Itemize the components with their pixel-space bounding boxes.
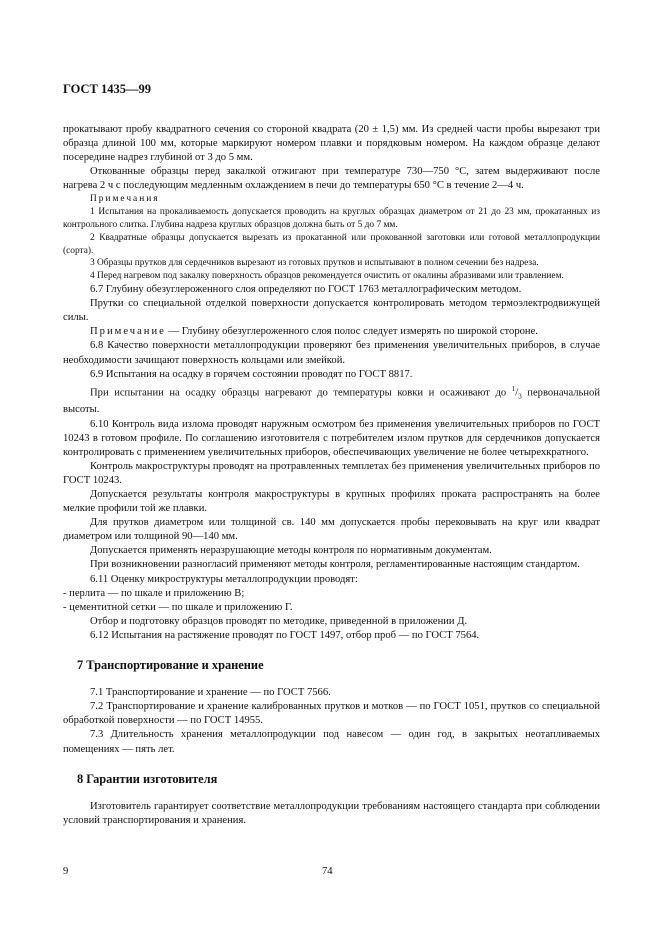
- section-heading: 7 Транспортирование и хранение: [77, 658, 264, 673]
- document-body: [63, 123, 600, 828]
- document-header: ГОСТ 1435—99: [63, 82, 152, 96]
- note-item: 4 Перед нагревом под закалку поверхность образцов рекомендуется очистить от окалины абразивами или травлением.: [90, 271, 564, 282]
- fraction-denominator: 3: [518, 392, 522, 401]
- note-item: 3 Образцы прутков для сердечников вырезают из готовых прутков и испытывают в полном сечении без надреза.: [90, 258, 539, 269]
- paragraph: Изготовитель гарантирует соответствие металлопродукции требованиям настоящего стандарта при соблюдении условий транспортирования и хранения.: [63, 800, 600, 826]
- paragraph: 6.11 Оценку микроструктуры металлопродукции проводят:: [90, 573, 358, 585]
- note-item: 1 Испытания на прокаливаемость допускается проводить на круглых образцах диаметром от 21 до 23 мм, прокатанных из контрольного слитка. Глубина надреза круглых образцов должна быть от 5 до 7 мм.: [63, 207, 600, 231]
- paragraph: Для прутков диаметром или толщиной св. 140 мм допускается пробы перековывать на круг или квадрат диаметром или толщиной 90—140 мм.: [63, 517, 600, 543]
- paragraph: Отбор и подготовку образцов проводят по методике, приведенной в приложении Д.: [90, 615, 468, 627]
- paragraph: 6.9 Испытания на осадку в горячем состоянии проводят по ГОСТ 8817.: [90, 368, 413, 380]
- paragraph: 7.1 Транспортирование и хранение — по ГОСТ 7566.: [90, 687, 331, 699]
- paragraph: прокатывают пробу квадратного сечения со стороной квадрата (20 ± 1,5) мм. Из средней части пробы вырезают три образца длиной 100 мм, которые маркируют номером плавки и порядковым номером. На каждом образце делают посередине надрез глубиной от 3 до 5 мм.: [63, 124, 600, 164]
- paragraph: При возникновении разногласий применяют методы контроля, регламентированные настоящим стандартом.: [90, 559, 580, 571]
- paragraph: 6.10 Контроль вида излома проводят наружным осмотром без применения увеличительных приборов по ГОСТ 10243 в готовом профиле. По соглашению изготовителя с потребителем излом прутков для сердечников допускается контролировать с применением увеличительных приборов, обеспечивающих увеличение не более четырехкратного.: [63, 418, 600, 458]
- paragraph: 7.2 Транспортирование и хранение калиброванных прутков и мотков — по ГОСТ 1051, прутков со специальной обработкой поверхности — по ГОСТ 14955.: [63, 701, 600, 727]
- list-item: - цементитной сетки — по шкале и приложению Г.: [63, 601, 293, 613]
- page-number-center: 74: [322, 866, 333, 877]
- note-item: 2 Квадратные образцы допускается вырезать из прокатанной или прокованной заготовки или готовой металлопродукции (сорта).: [63, 232, 600, 256]
- paragraph: Допускается результаты контроля макроструктуры в крупных профилях проката распространять на более мелкие профили той же плавки.: [63, 489, 600, 515]
- paragraph: При испытании на осадку образцы нагревают до температуры ковки и осаживают до $^1/_3$ первоначальной высоты.: [63, 384, 600, 416]
- page-number-left: 9: [63, 866, 69, 877]
- note-label: Примечание: [90, 326, 166, 338]
- paragraph: 6.12 Испытания на растяжение проводят по ГОСТ 1497, отбор проб — по ГОСТ 7564.: [90, 629, 480, 641]
- section-heading: 8 Гарантии изготовителя: [77, 771, 218, 786]
- paragraph: Допускается применять неразрушающие методы контроля по нормативным документам.: [90, 545, 492, 557]
- note-text: — Глубину обезуглероженного слоя полос следует измерять по широкой стороне.: [165, 326, 538, 338]
- paragraph: Контроль макроструктуры проводят на протравленных темплетах без применения увеличительных приборов по ГОСТ 10243.: [63, 460, 600, 486]
- notes-title: Примечания: [90, 194, 160, 205]
- note-single: [63, 325, 600, 339]
- paragraph: Прутки со специальной отделкой поверхности допускается контролировать методом термоэлектродвижущей силы.: [63, 298, 600, 324]
- paragraph-text: первоначальной высоты.: [63, 387, 600, 416]
- paragraph-text: При испытании на осадку образцы нагревают до температуры ковки и осаживают до: [90, 387, 512, 399]
- paragraph: 6.8 Качество поверхности металлопродукции проверяют без применения увеличительных приборов, в случае необходимости зачищают поверхность кольцами или змейкой.: [63, 340, 600, 366]
- paragraph: 6.7 Глубину обезуглероженного слоя определяют по ГОСТ 1763 металлографическим методом.: [90, 284, 522, 296]
- fraction-numerator: 1: [511, 384, 516, 393]
- list-item: - перлита — по шкале и приложению В;: [63, 587, 245, 599]
- paragraph: 7.3 Длительность хранения металлопродукции под навесом — один год, в закрытых неотапливаемых помещениях — пять лет.: [63, 729, 600, 755]
- paragraph: Откованные образцы перед закалкой отжигают при температуре 730—750 °С, затем выдерживают после нагрева 2 ч с последующим медленным охлаждением в печи до температуры 650 °С в течение 2—4 ч.: [63, 166, 600, 192]
